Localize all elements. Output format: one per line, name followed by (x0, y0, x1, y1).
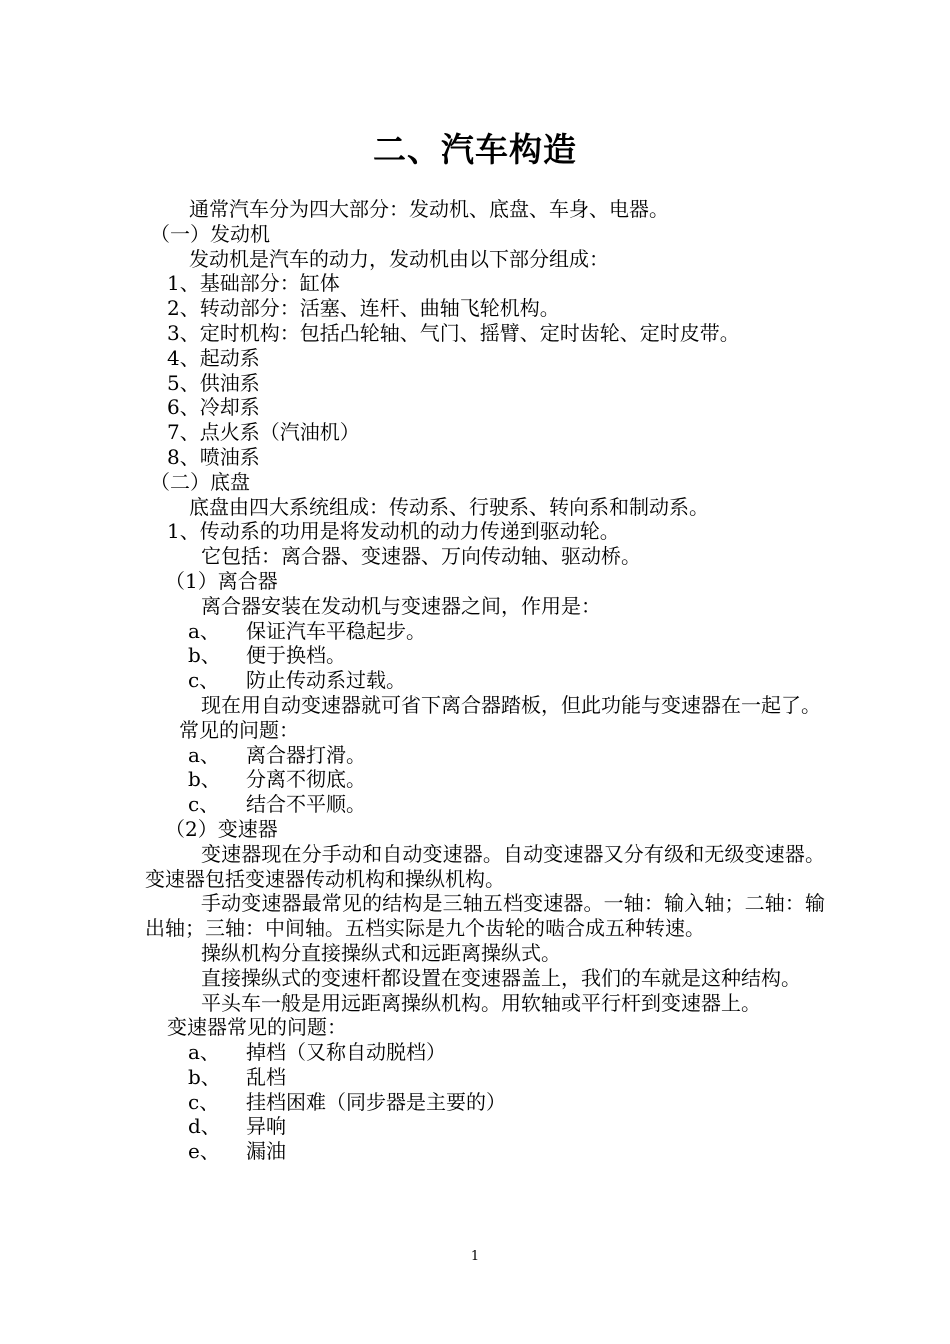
list-marker: c、 (188, 668, 220, 693)
document-body (145, 197, 825, 1164)
direct-control-paragraph: 直接操纵式的变速杆都设置在变速器盖上，我们的车就是这种结构。 (201, 965, 801, 990)
subheading-gearbox: （2）变速器 (165, 816, 278, 841)
manual-gearbox-paragraph: 手动变速器最常见的结构是三轴五档变速器。一轴：输入轴；二轴：输出轴；三轴：中间轴。五档实际是九个齿轮的啮合成五种转速。 (145, 891, 825, 941)
list-marker: c、 (188, 1089, 220, 1114)
section-heading-chassis: （二）底盘 (150, 469, 250, 494)
list-marker: c、 (188, 792, 220, 817)
list-text: 挂档困难（同步器是主要的） (246, 1089, 506, 1114)
list-text: 漏油 (246, 1139, 286, 1164)
clutch-problems-heading: 常见的问题： (179, 717, 299, 742)
list-item (145, 1065, 825, 1090)
section-heading-engine: （一）发动机 (150, 221, 270, 246)
gearbox-intro-paragraph: 变速器现在分手动和自动变速器。自动变速器又分有级和无级变速器。变速器包括变速器传动机构和操纵机构。 (145, 841, 825, 891)
clutch-note-paragraph: 现在用自动变速器就可省下离合器踏板，但此功能与变速器在一起了。 (201, 692, 821, 717)
list-marker: a、 (188, 742, 220, 767)
page-title: 二、汽车构造 (373, 130, 577, 169)
list-text: 乱档 (246, 1064, 286, 1089)
engine-item-7: 7、点火系（汽油机） (167, 420, 360, 445)
list-item (145, 743, 825, 768)
list-marker: e、 (188, 1139, 220, 1164)
list-marker: b、 (188, 1064, 221, 1089)
drivetrain-item: 1、传动系的功用是将发动机的动力传递到驱动轮。 (167, 519, 620, 544)
engine-item-2: 2、转动部分：活塞、连杆、曲轴飞轮机构。 (167, 296, 560, 321)
list-item (145, 767, 825, 792)
drivetrain-components: 它包括：离合器、变速器、万向传动轴、驱动桥。 (201, 544, 641, 569)
engine-item-4: 4、起动系 (167, 345, 260, 370)
list-item (145, 668, 825, 693)
list-item (145, 643, 825, 668)
list-text: 保证汽车平稳起步。 (246, 618, 426, 643)
engine-item-6: 6、冷却系 (167, 395, 260, 420)
list-item (145, 1040, 825, 1065)
list-text: 掉档（又称自动脱档） (246, 1040, 446, 1065)
engine-item-5: 5、供油系 (167, 370, 260, 395)
list-item (145, 792, 825, 817)
subheading-clutch: （1）离合器 (165, 568, 278, 593)
list-text: 防止传动系过载。 (246, 668, 406, 693)
list-marker: d、 (188, 1114, 221, 1139)
engine-item-1: 1、基础部分：缸体 (167, 271, 340, 296)
chassis-intro: 底盘由四大系统组成：传动系、行驶系、转向系和制动系。 (189, 494, 709, 519)
clutch-intro: 离合器安装在发动机与变速器之间，作用是： (201, 593, 601, 618)
gearbox-problems-heading: 变速器常见的问题： (167, 1015, 347, 1040)
remote-control-line: 平头车一般是用远距离操纵机构。用软轴或平行杆到变速器上。 (201, 990, 761, 1015)
engine-intro: 发动机是汽车的动力，发动机由以下部分组成： (189, 246, 609, 271)
control-mechanism-line: 操纵机构分直接操纵式和远距离操纵式。 (201, 940, 561, 965)
engine-item-3: 3、定时机构：包括凸轮轴、气门、摇臂、定时齿轮、定时皮带。 (167, 320, 740, 345)
intro-paragraph: 通常汽车分为四大部分：发动机、底盘、车身、电器。 (189, 197, 669, 221)
list-text: 离合器打滑。 (246, 742, 366, 767)
list-marker: a、 (188, 1040, 220, 1065)
list-text: 便于换档。 (246, 643, 346, 668)
list-item (145, 619, 825, 644)
list-item (145, 1114, 825, 1139)
list-text: 异响 (246, 1114, 286, 1139)
list-text: 结合不平顺。 (246, 792, 366, 817)
list-marker: b、 (188, 767, 221, 792)
list-marker: a、 (188, 618, 220, 643)
list-item (145, 1090, 825, 1115)
page-number: 1 (470, 1249, 480, 1264)
engine-item-8: 8、喷油系 (167, 444, 260, 469)
list-marker: b、 (188, 643, 221, 668)
list-item (145, 1139, 825, 1164)
list-text: 分离不彻底。 (246, 767, 366, 792)
